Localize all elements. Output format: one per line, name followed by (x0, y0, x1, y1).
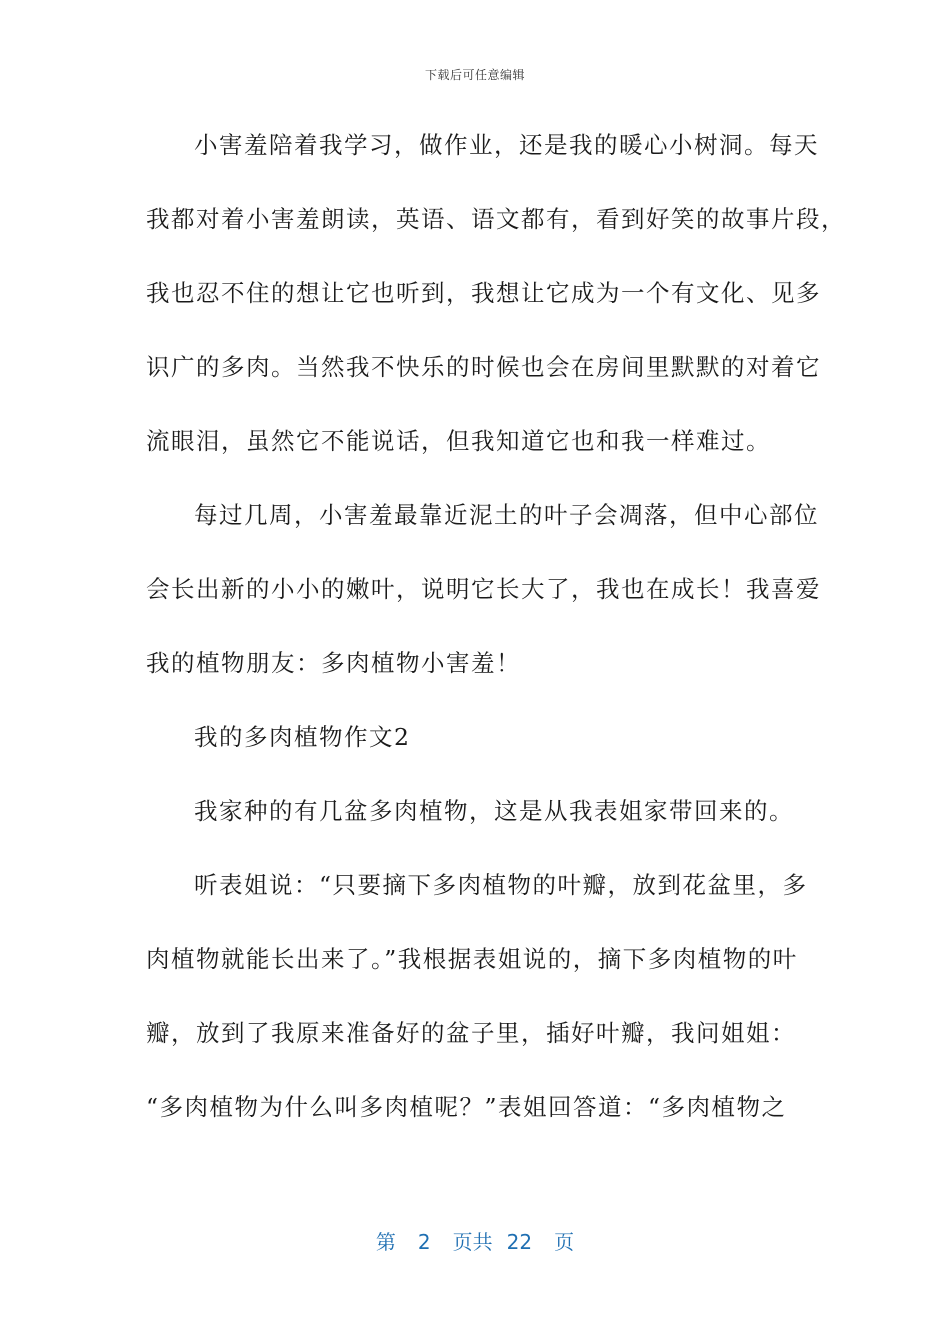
text-line: “多肉植物为什么叫多肉植呢？”表姐回答道：“多肉植物之 (146, 1093, 787, 1121)
text-line: 肉植物就能长出来了。”我根据表姐说的，摘下多肉植物的叶 (146, 945, 798, 973)
current-page-number: 2 (417, 1230, 431, 1254)
text-line: 我也忍不住的想让它也听到，我想让它成为一个有文化、见多 (146, 279, 821, 307)
document-body (146, 124, 846, 1160)
text-line: 我都对着小害羞朗读，英语、语文都有，看到好笑的故事片段， (146, 205, 846, 233)
total-pages-number: 22 (506, 1230, 533, 1254)
text-line: 会长出新的小小的嫩叶，说明它长大了，我也在成长！我喜爱 (146, 575, 821, 603)
footer-middle: 页共 (452, 1230, 493, 1254)
footer-suffix: 页 (554, 1230, 575, 1254)
text-line: 识广的多肉。当然我不快乐的时候也会在房间里默默的对着它 (146, 353, 821, 381)
text-line: 听表姐说：“只要摘下多肉植物的叶瓣，放到花盆里，多 (194, 871, 808, 899)
section-heading: 我的多肉植物作文2 (194, 723, 411, 751)
text-line: 我家种的有几盆多肉植物，这是从我表姐家带回来的。 (194, 797, 794, 825)
text-line: 每过几周，小害羞最靠近泥土的叶子会凋落，但中心部位 (194, 501, 819, 529)
text-line: 瓣，放到了我原来准备好的盆子里，插好叶瓣，我问姐姐： (146, 1019, 796, 1047)
footer-prefix: 第 (375, 1230, 396, 1254)
text-line: 我的植物朋友：多肉植物小害羞！ (146, 649, 521, 677)
text-line: 小害羞陪着我学习，做作业，还是我的暖心小树洞。每天 (194, 131, 819, 159)
download-note: 下载后可任意编辑 (424, 68, 525, 82)
page-number-footer (0, 1226, 950, 1255)
text-line: 流眼泪，虽然它不能说话，但我知道它也和我一样难过。 (146, 427, 771, 455)
